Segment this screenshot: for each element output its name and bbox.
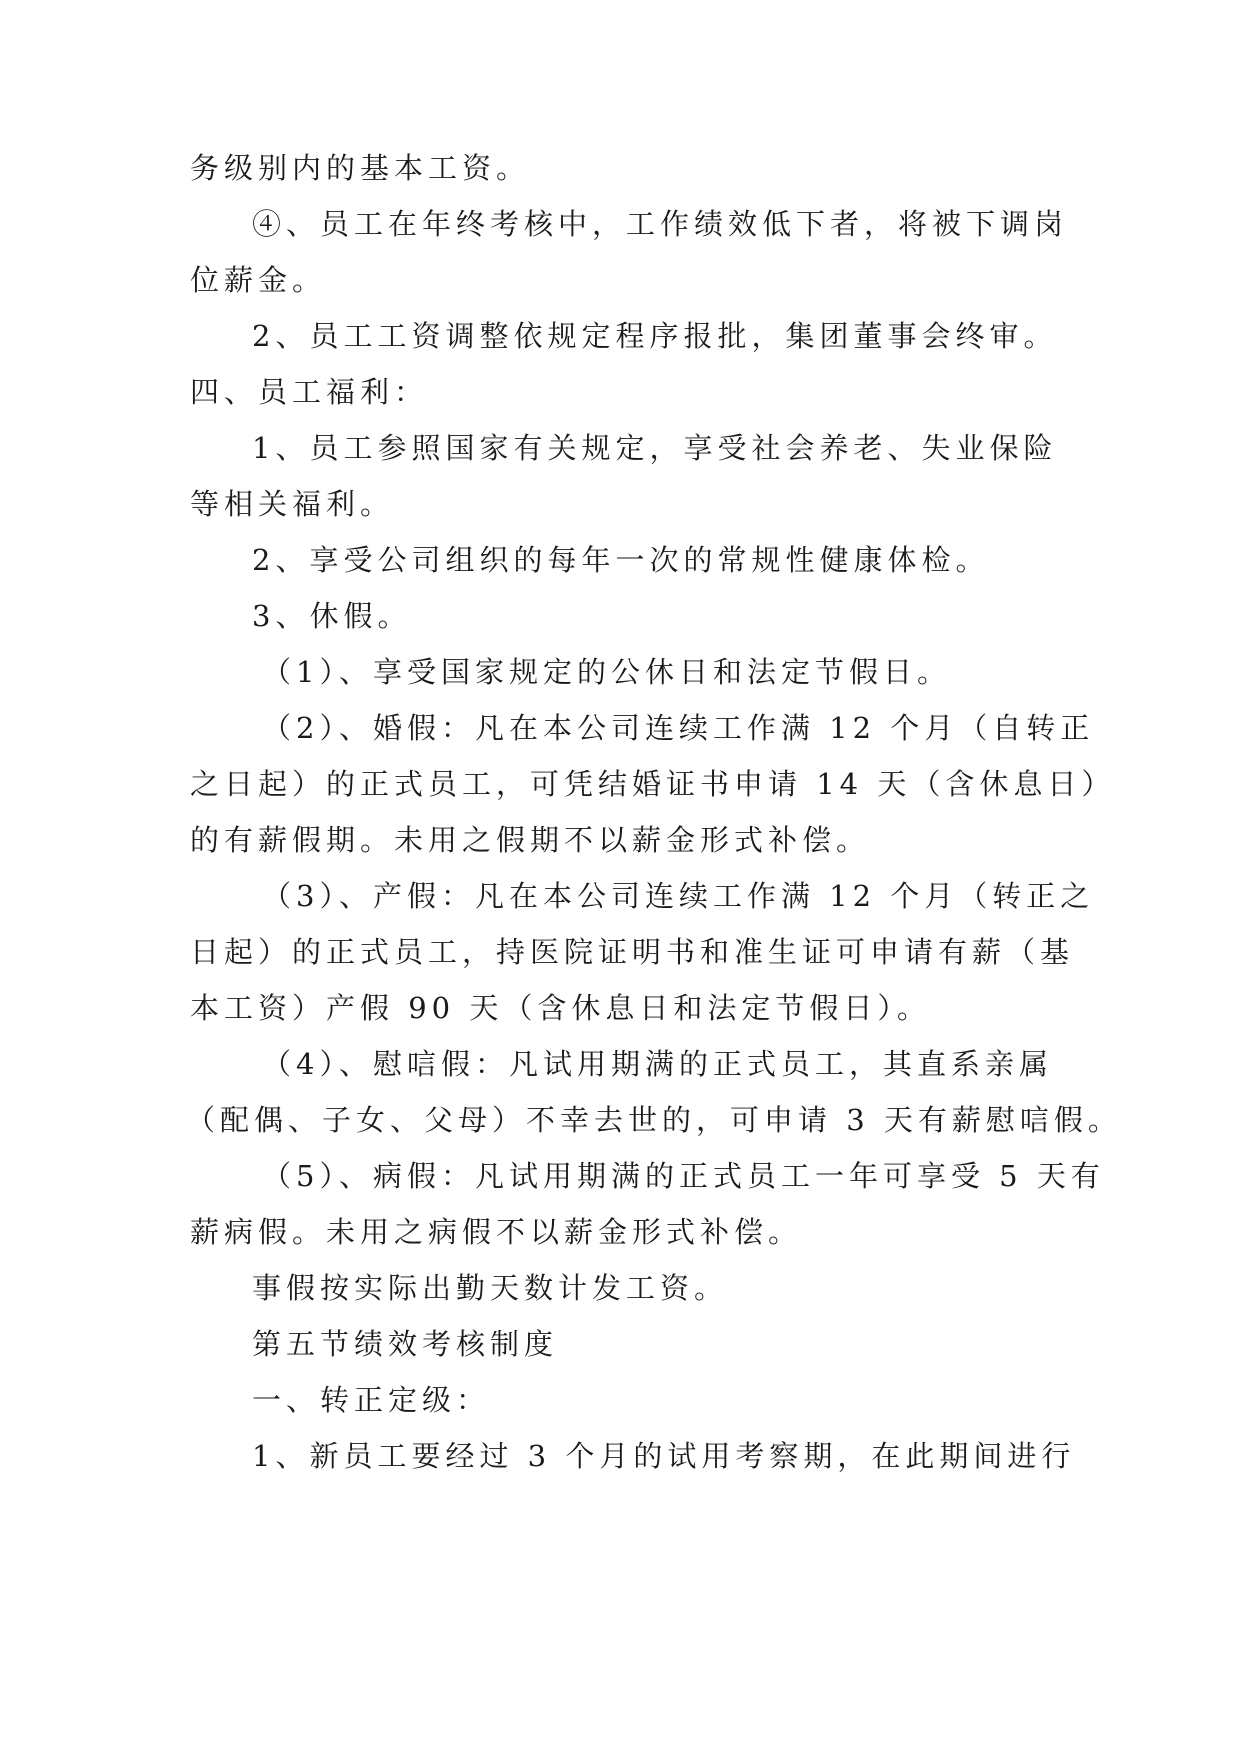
text-line: 1、员工参照国家有关规定，享受社会养老、失业保险 [252, 431, 1058, 465]
text-line: 2、员工工资调整依规定程序报批，集团董事会终审。 [252, 319, 1058, 353]
text-line: （配偶、子女、父母）不幸去世的，可申请 3 天有薪慰唁假。 [186, 1103, 1122, 1137]
text-line: 1、新员工要经过 3 个月的试用考察期，在此期间进行 [252, 1439, 1076, 1473]
text-line: 日起）的正式员工，持医院证明书和准生证可申请有薪（基 [190, 935, 1075, 969]
subsection-heading: 一、转正定级： [252, 1383, 491, 1417]
text-line: 本工资）产假 90 天（含休息日和法定节假日）。 [190, 991, 931, 1025]
text-line: （2）、婚假：凡在本公司连续工作满 12 个月（自转正 [262, 711, 1095, 745]
text-line: 3、休假。 [252, 599, 412, 633]
text-line: 务级别内的基本工资。 [190, 151, 531, 185]
text-line: 的有薪假期。未用之假期不以薪金形式补偿。 [190, 823, 871, 857]
text-line: 之日起）的正式员工，可凭结婚证书申请 14 天（含休息日） [190, 767, 1116, 801]
text-line: 事假按实际出勤天数计发工资。 [252, 1271, 729, 1305]
text-line: ④、员工在年终考核中，工作绩效低下者，将被下调岗 [252, 207, 1069, 241]
text-line: （1）、享受国家规定的公休日和法定节假日。 [262, 655, 951, 689]
section-heading: 四、员工福利： [190, 375, 429, 409]
text-line: 2、享受公司组织的每年一次的常规性健康体检。 [252, 543, 990, 577]
text-line: 位薪金。 [190, 263, 327, 297]
text-line: （5）、病假：凡试用期满的正式员工一年可享受 5 天有 [262, 1159, 1105, 1193]
section-heading: 第五节绩效考核制度 [252, 1327, 559, 1361]
text-line: 等相关福利。 [190, 487, 395, 521]
text-line: 薪病假。未用之病假不以薪金形式补偿。 [190, 1215, 803, 1249]
text-line: （3）、产假：凡在本公司连续工作满 12 个月（转正之 [262, 879, 1095, 913]
text-line: （4）、慰唁假：凡试用期满的正式员工，其直系亲属 [262, 1047, 1053, 1081]
